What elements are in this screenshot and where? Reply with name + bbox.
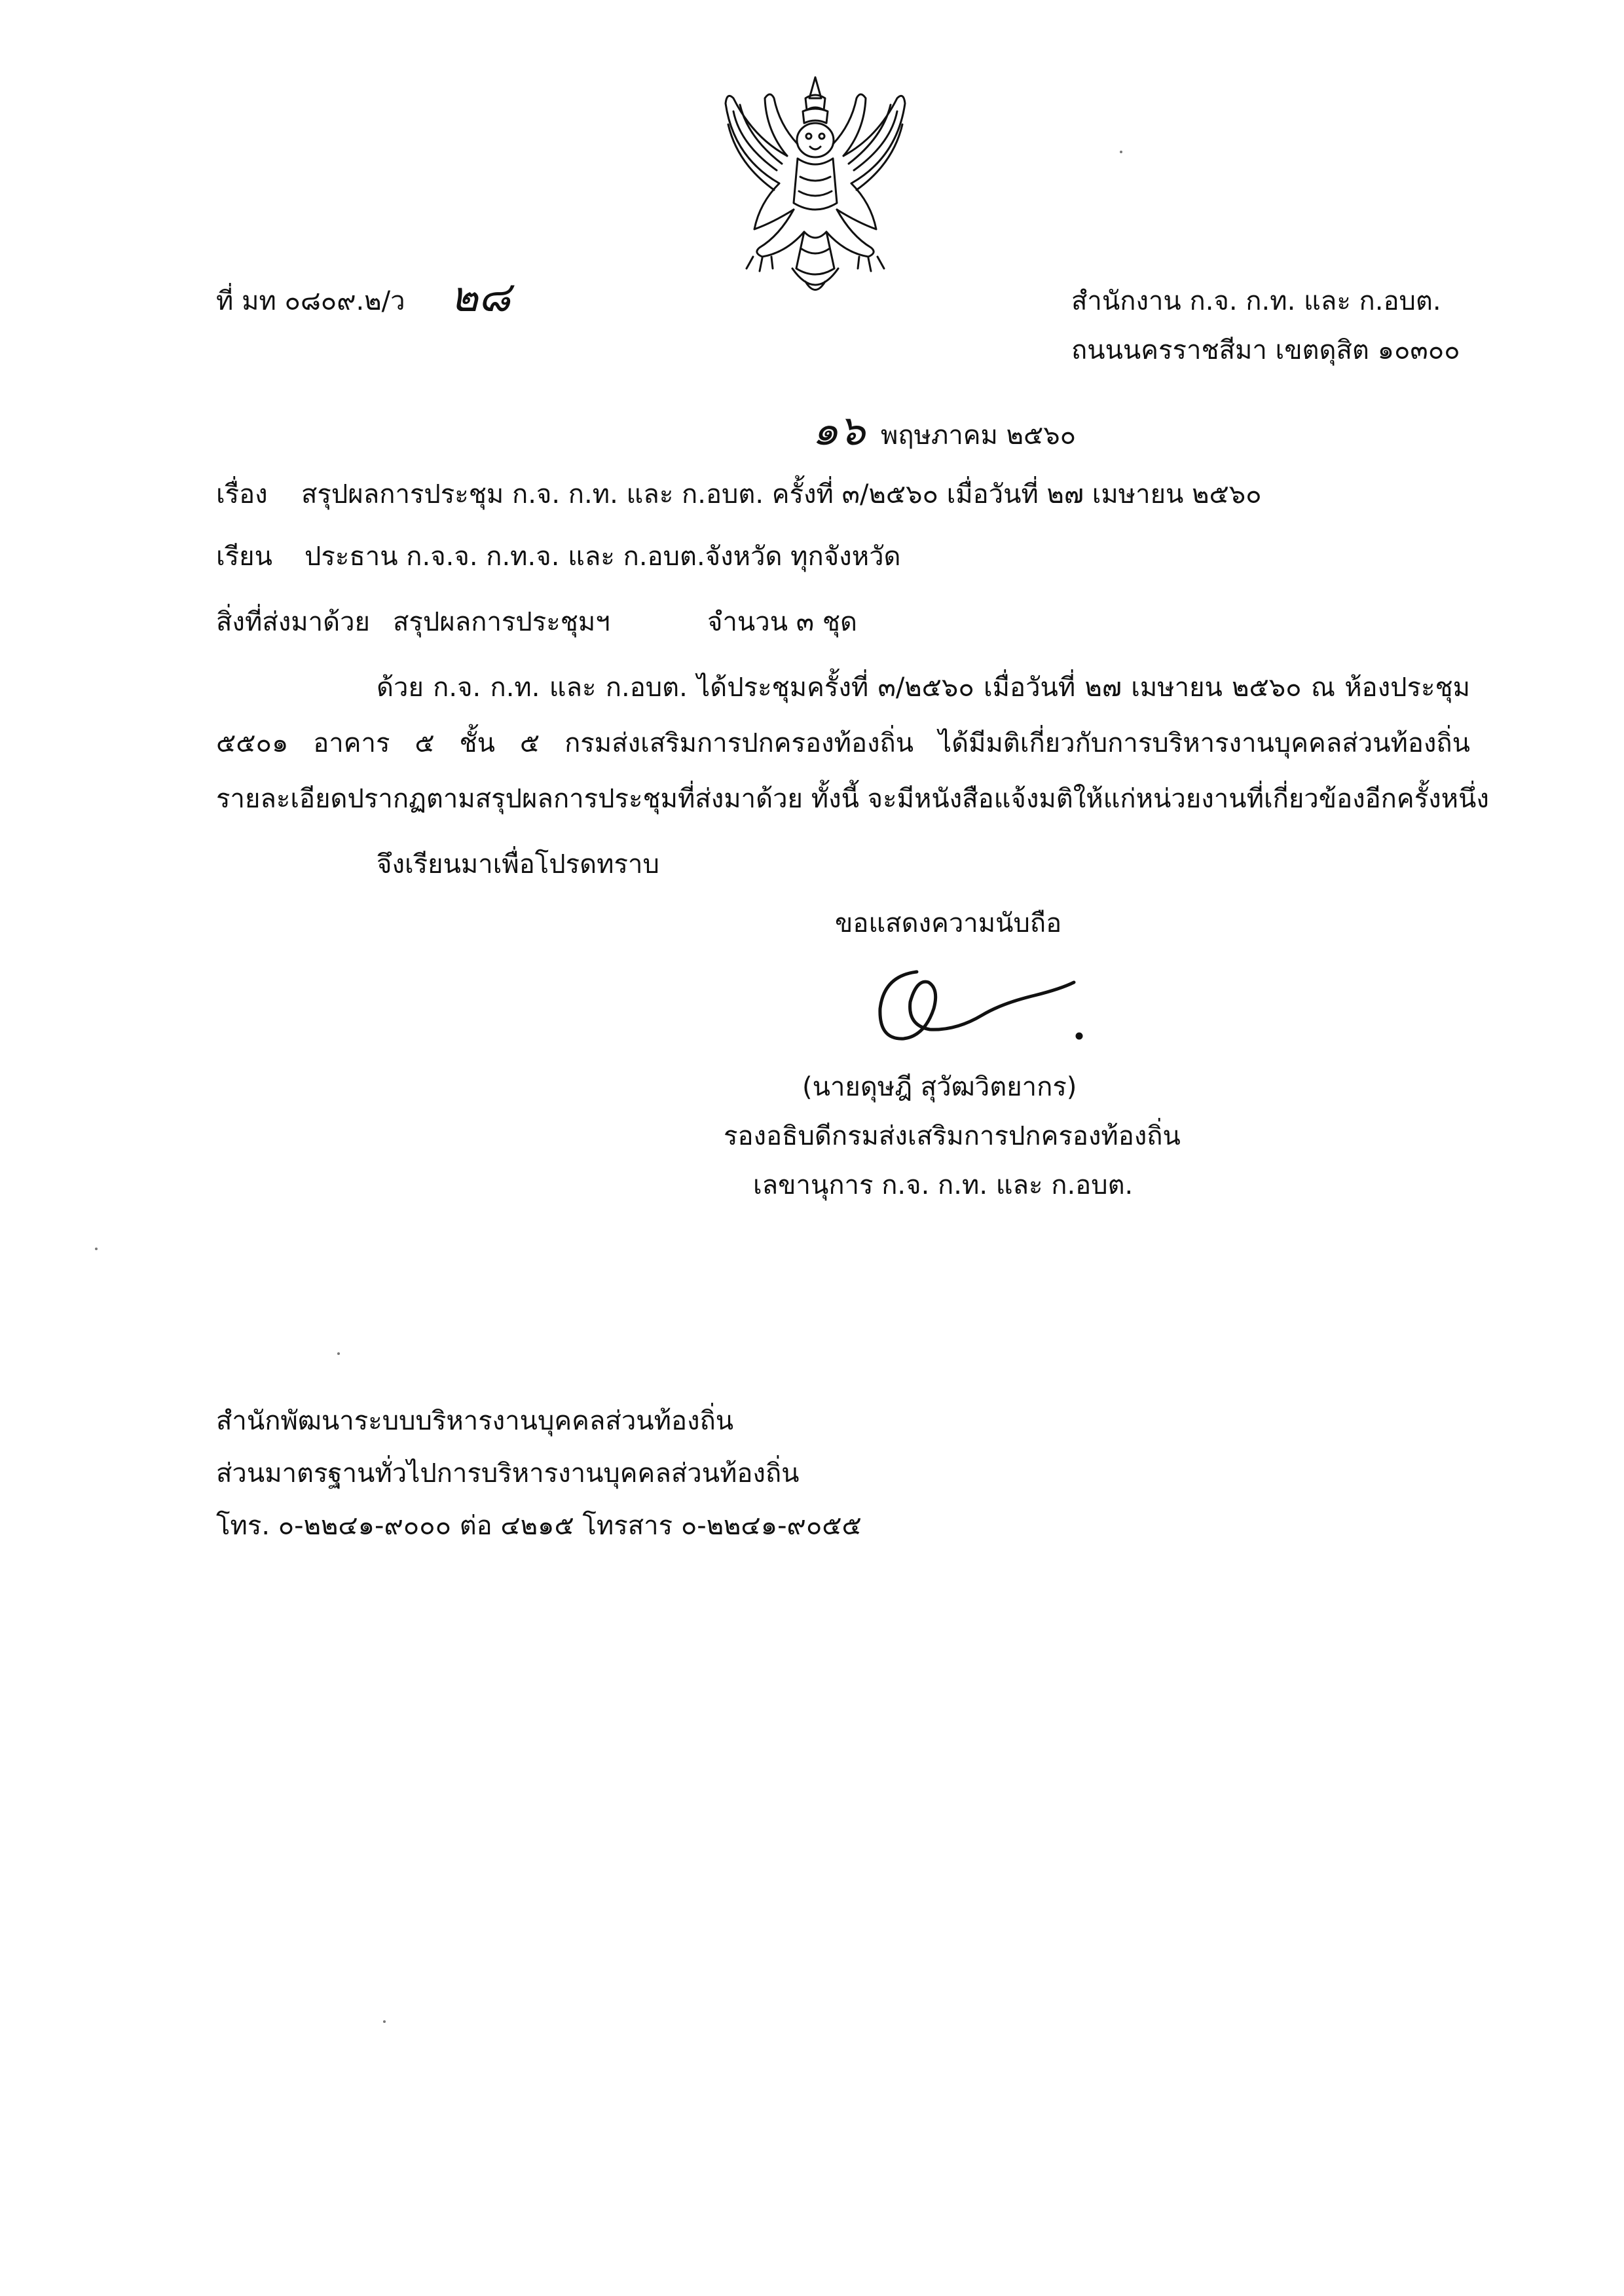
signature-mark (871, 963, 1107, 1054)
date-month-year: พฤษภาคม ๒๕๖๐ (881, 420, 1077, 451)
footer-division: ส่วนมาตรฐานทั่วไปการบริหารงานบุคคลส่วนท้องถิ่น (216, 1458, 800, 1489)
reference-number-handwritten: ๒๘ (451, 273, 511, 322)
garuda-emblem (714, 72, 917, 308)
date-day-handwritten: ๑๖ (812, 407, 866, 455)
footer-contact: โทร. ๐-๒๒๔๑-๙๐๐๐ ต่อ ๔๒๑๕ โทรสาร ๐-๒๒๔๑-๙๐๕๕ (216, 1511, 862, 1541)
signature-icon (871, 963, 1107, 1054)
closing-salutation: ขอแสดงความนับถือ (835, 908, 1062, 938)
enclosure-item: สรุปผลการประชุมฯ (393, 607, 610, 637)
office-name: สำนักงาน ก.จ. ก.ท. และ ก.อบต. (1071, 286, 1441, 316)
scan-speck (383, 2020, 386, 2023)
enclosure-quantity: จำนวน ๓ ชุด (707, 607, 857, 637)
closing-request: จึงเรียนมาเพื่อโปรดทราบ (377, 849, 659, 880)
signatory-position: รองอธิบดีกรมส่งเสริมการปกครองท้องถิ่น (724, 1121, 1181, 1151)
enclosure-label: สิ่งที่ส่งมาด้วย (216, 607, 370, 637)
scan-speck (337, 1352, 340, 1355)
scan-speck (95, 1248, 98, 1250)
body-line-1: ด้วย ก.จ. ก.ท. และ ก.อบต. ได้ประชุมครั้งที่ ๓/๒๕๖๐ เมื่อวันที่ ๒๗ เมษายน ๒๕๖๐ ณ ห้องประชุม (377, 673, 1470, 703)
office-address: ถนนนครราชสีมา เขตดุสิต ๑๐๓๐๐ (1071, 335, 1460, 365)
signatory-name: (นายดุษฎี สุวัฒวิตยากร) (802, 1072, 1077, 1102)
body-line-3: รายละเอียดปรากฏตามสรุปผลการประชุมที่ส่งมาด้วย ทั้งนี้ จะมีหนังสือแจ้งมติให้แก่หน่วยงานที่เกี่ยวข้องอีกครั้งหนึ่ง (216, 784, 1489, 814)
subject-label: เรื่อง (216, 479, 268, 509)
scan-speck (1120, 151, 1122, 153)
salutation-label: เรียน (216, 542, 272, 572)
subject-text: สรุปผลการประชุม ก.จ. ก.ท. และ ก.อบต. ครั้งที่ ๓/๒๕๖๐ เมื่อวันที่ ๒๗ เมษายน ๒๕๖๐ (301, 479, 1262, 509)
body-line-2: ๕๕๐๑ อาคาร ๕ ชั้น ๕ กรมส่งเสริมการปกครองท้องถิ่น ได้มีมติเกี่ยวกับการบริหารงานบุคคลส่วนท้องถิ่น (216, 728, 1470, 758)
garuda-emblem-icon (714, 72, 917, 308)
reference-prefix: ที่ มท ๐๘๐๙.๒/ว (216, 286, 405, 316)
signatory-secretary-role: เลขานุการ ก.จ. ก.ท. และ ก.อบต. (753, 1170, 1134, 1200)
footer-bureau: สำนักพัฒนาระบบบริหารงานบุคคลส่วนท้องถิ่น (216, 1406, 734, 1436)
salutation-text: ประธาน ก.จ.จ. ก.ท.จ. และ ก.อบต.จังหวัด ทุกจังหวัด (304, 542, 901, 572)
